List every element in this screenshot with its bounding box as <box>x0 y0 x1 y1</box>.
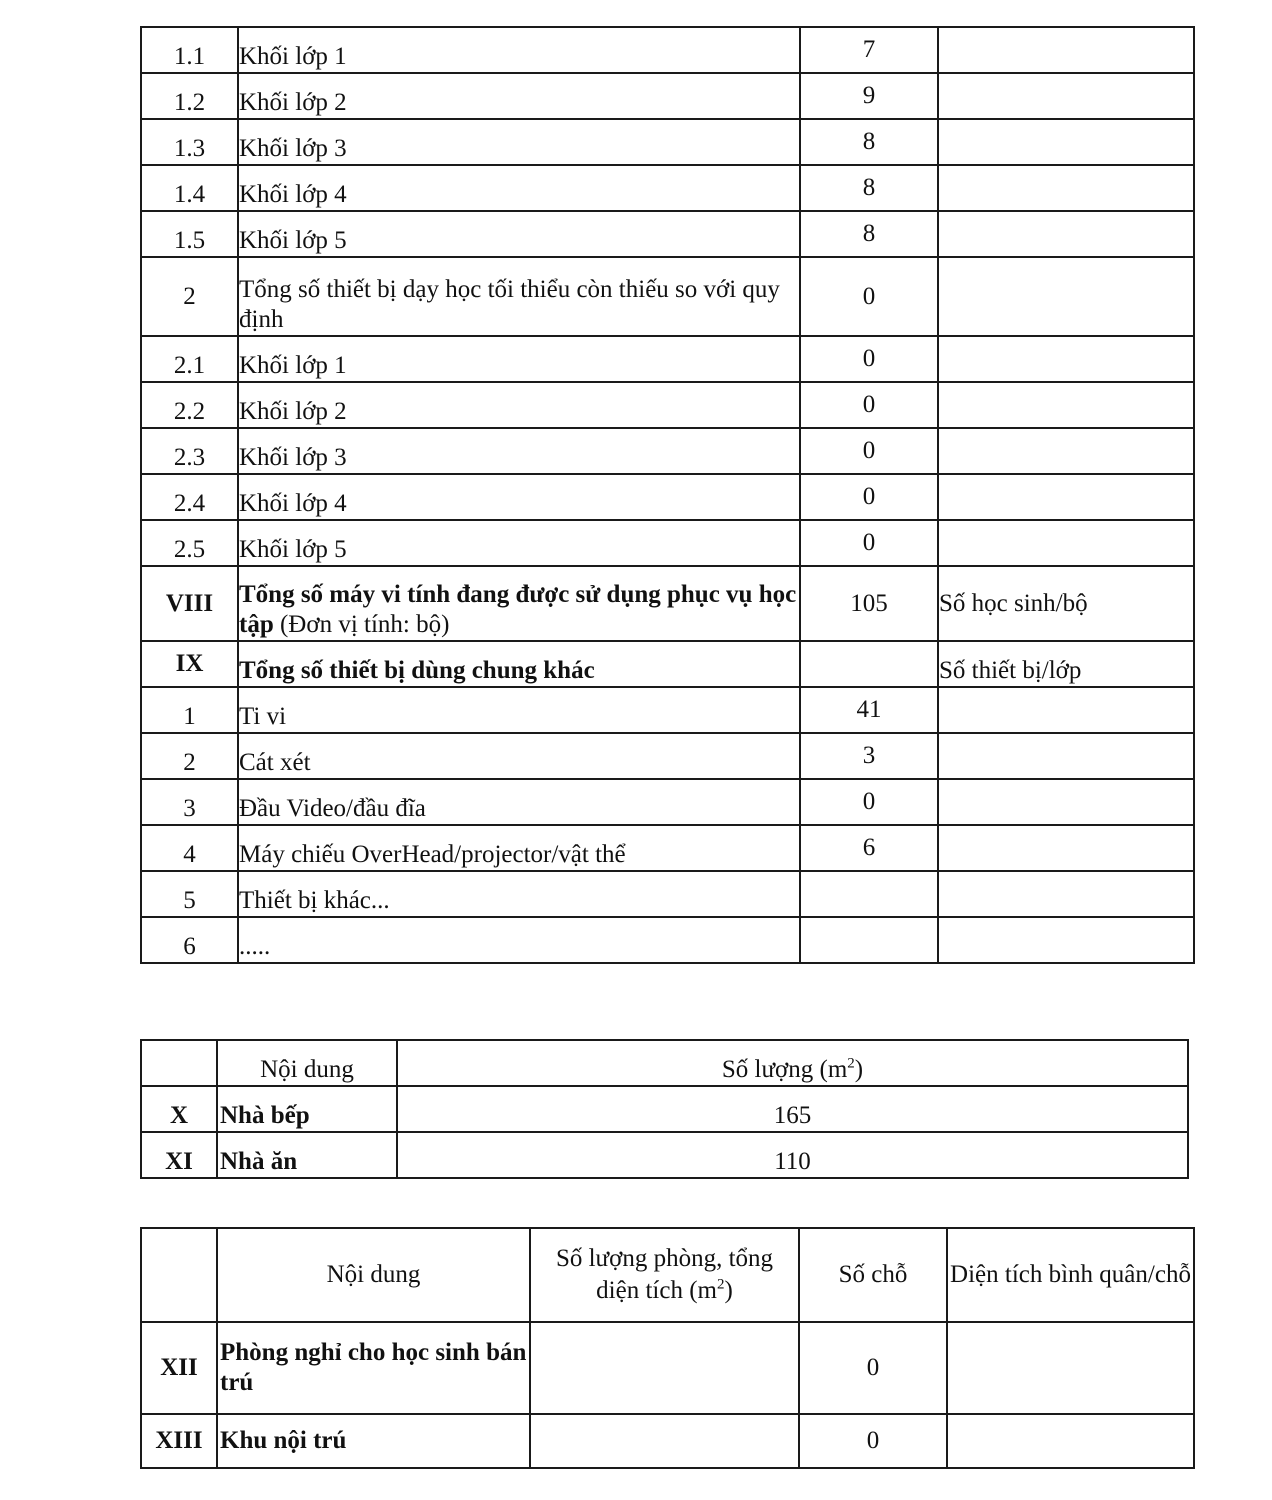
row-content: Nhà bếp <box>217 1086 397 1132</box>
row-content: Ti vi <box>238 687 800 733</box>
boarding-table <box>140 1227 1195 1469</box>
row-content: Khối lớp 4 <box>238 474 800 520</box>
row-note <box>938 687 1194 733</box>
row-content: Khối lớp 4 <box>238 165 800 211</box>
table-row <box>141 825 1194 871</box>
row-no: XII <box>141 1322 217 1414</box>
row-qty: 0 <box>800 428 938 474</box>
table-row <box>141 641 1194 687</box>
row-no: 2.2 <box>141 382 238 428</box>
table-row <box>141 73 1194 119</box>
table-row <box>141 1132 1188 1178</box>
row-no: 2.5 <box>141 520 238 566</box>
table-header-row <box>141 1040 1188 1086</box>
header-rooms: Số lượng phòng, tổng diện tích $(m^2)$ <box>530 1228 799 1322</box>
table-row <box>141 917 1194 963</box>
row-qty: 110 <box>397 1132 1188 1178</box>
row-qty: 0 <box>800 382 938 428</box>
row-no: 3 <box>141 779 238 825</box>
row-qty <box>800 917 938 963</box>
table-row <box>141 871 1194 917</box>
row-content: Khối lớp 5 <box>238 520 800 566</box>
row-content: Máy chiếu OverHead/projector/vật thể <box>238 825 800 871</box>
row-note <box>938 428 1194 474</box>
row-note <box>938 73 1194 119</box>
row-qty: 7 <box>800 27 938 73</box>
header-seats: Số chỗ <box>799 1228 947 1322</box>
row-no: 1.5 <box>141 211 238 257</box>
table-row <box>141 779 1194 825</box>
row-qty: 8 <box>800 119 938 165</box>
row-note <box>938 825 1194 871</box>
row-no: 1.2 <box>141 73 238 119</box>
row-content: Khu nội trú <box>217 1414 530 1468</box>
row-note <box>938 27 1194 73</box>
row-no: X <box>141 1086 217 1132</box>
table-row <box>141 1086 1188 1132</box>
row-qty: 8 <box>800 211 938 257</box>
table-row <box>141 687 1194 733</box>
row-note <box>938 520 1194 566</box>
header-content: Nội dung <box>217 1228 530 1322</box>
row-note: Số học sinh/bộ <box>938 566 1194 641</box>
table-row <box>141 119 1194 165</box>
row-qty: 0 <box>800 336 938 382</box>
row-note <box>938 474 1194 520</box>
row-rooms <box>530 1322 799 1414</box>
row-no: 2 <box>141 733 238 779</box>
table-row <box>141 257 1194 336</box>
row-qty: 9 <box>800 73 938 119</box>
row-content: Khối lớp 1 <box>238 336 800 382</box>
row-note <box>938 165 1194 211</box>
row-note <box>938 119 1194 165</box>
table-header-row <box>141 1228 1194 1322</box>
table-row <box>141 1322 1194 1414</box>
kitchen-dining-table <box>140 1039 1189 1179</box>
row-content: Đầu Video/đầu đĩa <box>238 779 800 825</box>
row-content: Phòng nghỉ cho học sinh bán trú <box>217 1322 530 1414</box>
row-content: Khối lớp 2 <box>238 382 800 428</box>
row-content-unit: (Đơn vị tính: bộ) <box>273 611 450 638</box>
row-seats: 0 <box>799 1414 947 1468</box>
table-row <box>141 520 1194 566</box>
row-no: 2.3 <box>141 428 238 474</box>
row-note <box>938 211 1194 257</box>
row-content: Nhà ăn <box>217 1132 397 1178</box>
header-qty: Số lượng $(m^2)$ <box>397 1040 1188 1086</box>
row-note <box>938 382 1194 428</box>
row-qty: 0 <box>800 779 938 825</box>
row-no: 1.4 <box>141 165 238 211</box>
row-no: 5 <box>141 871 238 917</box>
table-row <box>141 566 1194 641</box>
row-no: 1 <box>141 687 238 733</box>
row-qty <box>800 641 938 687</box>
row-no: 1.3 <box>141 119 238 165</box>
row-content: Tổng số thiết bị dùng chung khác <box>238 641 800 687</box>
row-content: Khối lớp 2 <box>238 73 800 119</box>
row-content: Khối lớp 3 <box>238 428 800 474</box>
row-qty: 0 <box>800 474 938 520</box>
row-no: VIII <box>141 566 238 641</box>
row-content-bold: Tổng số máy vi tính đang được sử dụng phục vụ học tập <box>239 581 797 638</box>
row-rooms <box>530 1414 799 1468</box>
header-no <box>141 1228 217 1322</box>
row-qty: 3 <box>800 733 938 779</box>
row-qty: 165 <box>397 1086 1188 1132</box>
row-note <box>938 871 1194 917</box>
equipment-table <box>140 26 1195 964</box>
table-row <box>141 428 1194 474</box>
row-content <box>238 566 800 641</box>
table-row <box>141 733 1194 779</box>
table-row <box>141 382 1194 428</box>
row-no: 2.1 <box>141 336 238 382</box>
row-note: Số thiết bị/lớp <box>938 641 1194 687</box>
row-qty: 0 <box>800 257 938 336</box>
row-no: 4 <box>141 825 238 871</box>
header-avg: Diện tích bình quân/chỗ <box>947 1228 1194 1322</box>
row-avg <box>947 1322 1194 1414</box>
row-content: ..... <box>238 917 800 963</box>
row-qty: 0 <box>800 520 938 566</box>
row-avg <box>947 1414 1194 1468</box>
header-content: Nội dung <box>217 1040 397 1086</box>
row-content: Thiết bị khác... <box>238 871 800 917</box>
row-content: Khối lớp 1 <box>238 27 800 73</box>
row-note <box>938 257 1194 336</box>
row-qty: 105 <box>800 566 938 641</box>
row-content: Cát xét <box>238 733 800 779</box>
header-no <box>141 1040 217 1086</box>
row-no: 2 <box>141 257 238 336</box>
table-row <box>141 27 1194 73</box>
row-qty: 6 <box>800 825 938 871</box>
row-note <box>938 733 1194 779</box>
row-note <box>938 779 1194 825</box>
row-content: Khối lớp 5 <box>238 211 800 257</box>
table-row <box>141 165 1194 211</box>
row-qty: 8 <box>800 165 938 211</box>
row-content: Khối lớp 3 <box>238 119 800 165</box>
table-row <box>141 474 1194 520</box>
row-seats: 0 <box>799 1322 947 1414</box>
row-no: 1.1 <box>141 27 238 73</box>
row-qty <box>800 871 938 917</box>
table-row <box>141 1414 1194 1468</box>
table-row <box>141 211 1194 257</box>
row-no: 6 <box>141 917 238 963</box>
row-note <box>938 336 1194 382</box>
row-no: XIII <box>141 1414 217 1468</box>
row-no: XI <box>141 1132 217 1178</box>
row-no: IX <box>141 641 238 687</box>
row-note <box>938 917 1194 963</box>
table-row <box>141 336 1194 382</box>
row-content: Tổng số thiết bị dạy học tối thiểu còn thiếu so với quy định <box>238 257 800 336</box>
row-no: 2.4 <box>141 474 238 520</box>
row-qty: 41 <box>800 687 938 733</box>
